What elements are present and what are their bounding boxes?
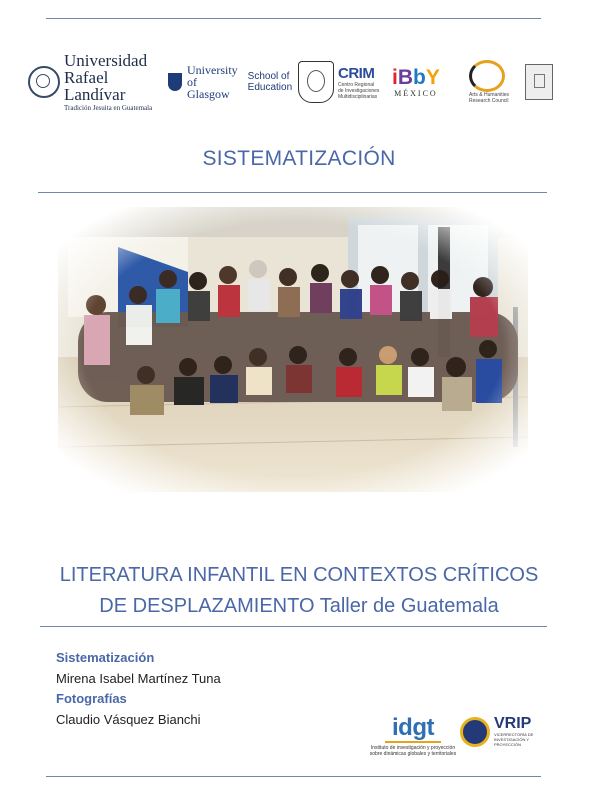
partner-logos [28, 51, 573, 112]
ahrc-logo [469, 58, 515, 106]
label-rule [38, 192, 547, 193]
glasgow-line1: University [187, 63, 238, 77]
main-title-line1: LITERATURA INFANTIL EN CONTEXTOS CRÍTICOS [59, 564, 539, 586]
idgt-sub-line2: sobre dinámicas globales y territoriales [369, 751, 457, 757]
main-title [0, 560, 598, 622]
glasgow-crest-icon [168, 73, 182, 91]
idgt-underline [385, 741, 441, 743]
external-logo [525, 58, 555, 106]
title-rule [40, 626, 547, 627]
top-rule [46, 18, 541, 19]
credits-block [56, 648, 221, 730]
ibby-logo [392, 58, 456, 106]
url-logo [28, 51, 158, 112]
crim-sub-line2: de Investigaciones [338, 87, 380, 94]
ahrc-line2: Research Council [469, 98, 509, 104]
main-title-line2-rest: Taller de Guatemala [314, 595, 499, 617]
crim-sub-line3: Multidisciplinarias [338, 93, 378, 100]
group-photo-image [58, 207, 528, 492]
glasgow-school-line2: Education [247, 82, 293, 93]
photos-label: Fotografías [56, 691, 127, 706]
report-label: SISTEMATIZACIÓN [202, 147, 396, 170]
unam-shield-icon [298, 61, 334, 103]
vrip-emblem-icon [460, 717, 490, 747]
bottom-rule [46, 776, 541, 777]
vrip-sub-line1: VICERRECTORÍA DE [494, 732, 534, 737]
glasgow-logo [168, 58, 293, 106]
idgt-sub-line1: Instituto de investigación y proyección [370, 745, 456, 751]
url-name-line1: Universidad [64, 51, 148, 70]
glasgow-line2: of Glasgow [187, 75, 230, 101]
url-tagline: Tradición Jesuita en Guatemala [64, 104, 153, 112]
idgt-mark: idgt [392, 714, 434, 741]
ibby-sub: MÉXICO [394, 88, 438, 98]
systematization-name: Mirena Isabel Martínez Tuna [56, 671, 221, 686]
unam-logo [298, 58, 334, 106]
crim-mark: CRIM [338, 64, 375, 82]
ahrc-ring-icon [469, 60, 505, 92]
idgt-logo [366, 716, 460, 757]
crim-sub-line1: Centro Regional [338, 81, 375, 88]
vrip-mark: VRIP [494, 715, 532, 732]
main-title-line2 [0, 591, 598, 622]
glasgow-school-line1: School of [247, 71, 290, 82]
ahrc-line1: Arts & Humanities [469, 92, 510, 98]
door-emblem-icon [525, 64, 553, 100]
main-title-line2-main: DE DESPLAZAMIENTO [99, 595, 315, 617]
systematization-label: Sistematización [56, 650, 155, 665]
vrip-logo [460, 716, 536, 747]
url-seal-icon [28, 66, 60, 98]
photos-name: Claudio Vásquez Bianchi [56, 712, 201, 727]
vrip-sub-line2: INVESTIGACIÓN Y PROYECCIÓN [494, 737, 529, 747]
ibby-mark: iBbY [392, 65, 440, 89]
url-name-line2: Rafael Landívar [64, 68, 126, 104]
